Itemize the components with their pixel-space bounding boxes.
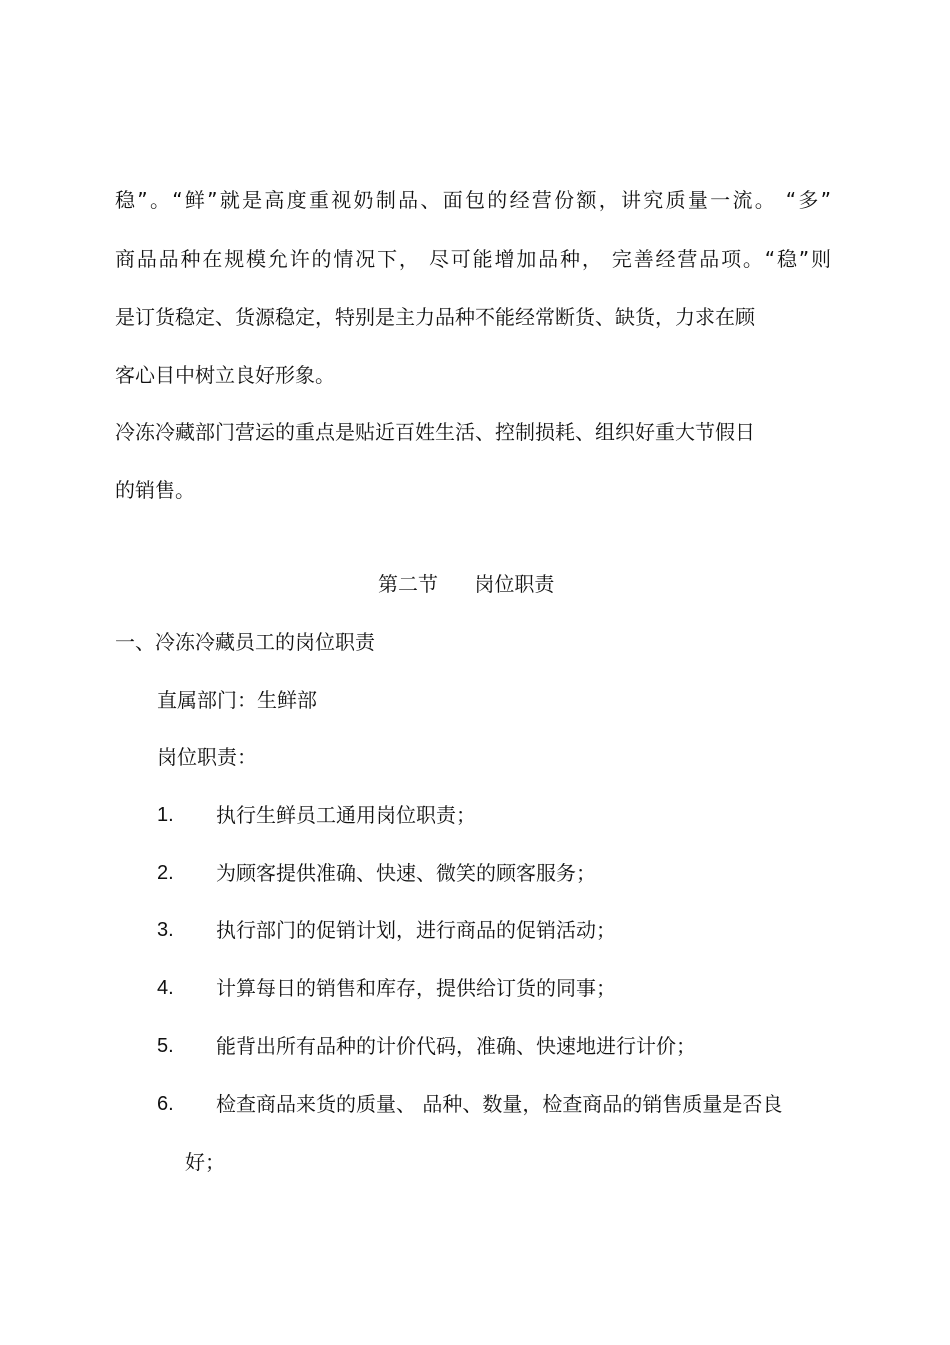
paragraph-2-line-2: 的销售。 bbox=[115, 478, 195, 502]
item-6-text: 检查商品来货的质量、 品种、数量，检查商品的销售质量是否良 bbox=[216, 1092, 783, 1116]
paragraph-1-line-2: 商品品种在规模允许的情况下， 尽可能增加品种， 完善经营品项。“稳”则 bbox=[115, 247, 831, 271]
item-6-continuation: 好； bbox=[185, 1150, 225, 1174]
department-line: 直属部门：生鲜部 bbox=[157, 688, 317, 712]
section-title: 第二节 岗位职责 bbox=[378, 572, 555, 596]
item-6-number: 6. bbox=[157, 1093, 174, 1115]
paragraph-1-line-3: 是订货稳定、货源稳定，特别是主力品种不能经常断货、缺货，力求在顾 bbox=[115, 305, 755, 329]
item-4-number: 4. bbox=[157, 977, 174, 999]
paragraph-1-line-1: 稳”。“鲜”就是高度重视奶制品、面包的经营份额，讲究质量一流。 “多” bbox=[115, 188, 831, 212]
subsection-title: 一、冷冻冷藏员工的岗位职责 bbox=[115, 630, 375, 654]
item-4-text: 计算每日的销售和库存，提供给订货的同事； bbox=[216, 976, 616, 1000]
item-1-number: 1. bbox=[157, 804, 174, 826]
item-3-text: 执行部门的促销计划，进行商品的促销活动； bbox=[216, 918, 616, 942]
paragraph-1-line-4: 客心目中树立良好形象。 bbox=[115, 363, 335, 387]
item-3-number: 3. bbox=[157, 919, 174, 941]
item-5-text: 能背出所有品种的计价代码，准确、快速地进行计价； bbox=[216, 1034, 696, 1058]
paragraph-2-line-1: 冷冻冷藏部门营运的重点是贴近百姓生活、控制损耗、组织好重大节假日 bbox=[115, 420, 755, 444]
duties-label: 岗位职责： bbox=[157, 745, 257, 769]
item-2-number: 2. bbox=[157, 862, 174, 884]
item-5-number: 5. bbox=[157, 1035, 174, 1057]
item-2-text: 为顾客提供准确、快速、微笑的顾客服务； bbox=[216, 861, 596, 885]
item-1-text: 执行生鲜员工通用岗位职责； bbox=[216, 803, 476, 827]
